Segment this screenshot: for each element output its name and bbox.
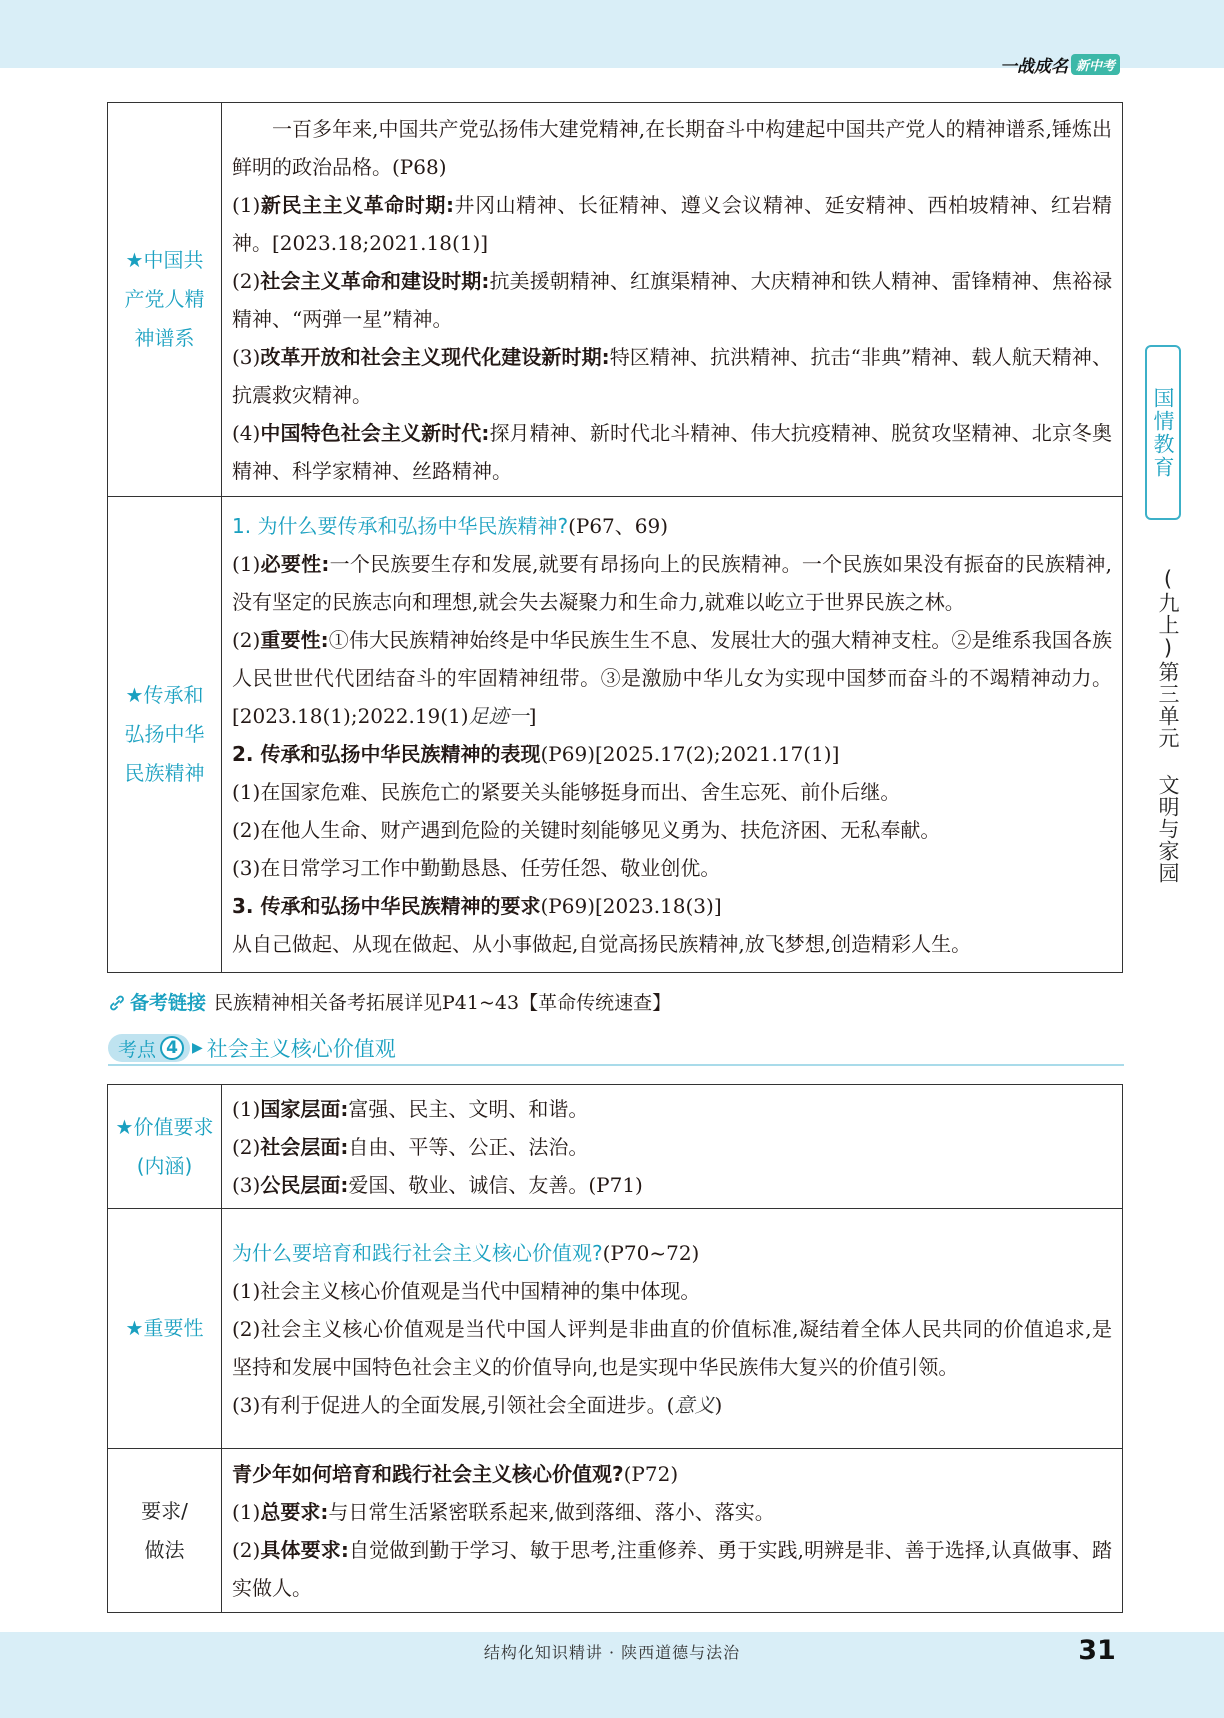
side-unit-title: (九上)第三单元 文明与家园 [1156, 566, 1180, 884]
question-line: 为什么要培育和践行社会主义核心价值观?(P70~72) [232, 1240, 700, 1265]
row-content [222, 1085, 1123, 1209]
list-item: (2)重要性:①伟大民族精神始终是中华民族生生不息、发展壮大的强大精神支柱。②是维系我国各族人民世世代代团结奋斗的牢固精神纽带。③是激励中华儿女为实现中国梦而奋斗的不竭精神动力。[2023.18(1);2022.19(1)足迹一] [232, 627, 1113, 728]
spirit-table [107, 102, 1123, 973]
row-content [222, 103, 1123, 497]
values-table [107, 1084, 1123, 1613]
section-title: 社会主义核心价值观 [206, 1037, 396, 1061]
arrow-icon: ▶ [192, 1040, 203, 1056]
list-item: (1)社会主义核心价值观是当代中国精神的集中体现。 [232, 1278, 701, 1303]
list-item: 从自己做起、从现在做起、从小事做起,自觉高扬民族精神,放飞梦想,创造精彩人生。 [232, 931, 972, 956]
table-row [108, 497, 1123, 973]
footer-text: 结构化知识精讲 · 陕西道德与法治 [483, 1643, 741, 1662]
table-row [108, 103, 1123, 497]
list-item: (1)在国家危难、民族危亡的紧要关头能够挺身而出、舍生忘死、前仆后继。 [232, 779, 901, 804]
kp-badge: 考点 4 [108, 1034, 190, 1062]
list-item: (1)新民主主义革命时期:井冈山精神、长征精神、遵义会议精神、延安精神、西柏坡精神、红岩精神。[2023.18;2021.18(1)] [232, 192, 1113, 255]
list-item: (2)具体要求:自觉做到勤于学习、敏于思考,注重修养、勇于实践,明辨是非、善于选择,认真做事、踏实做人。 [232, 1537, 1113, 1600]
intro-text: 一百多年来,中国共产党弘扬伟大建党精神,在长期奋斗中构建起中国共产党人的精神谱系,锤炼出鲜明的政治品格。(P68) [232, 116, 1112, 179]
section-header [108, 1032, 1124, 1066]
link-icon [108, 994, 126, 1012]
list-item: (1)总要求:与日常生活紧密联系起来,做到落细、落小、落实。 [232, 1499, 775, 1524]
link-label: 备考链接 [108, 988, 206, 1018]
list-item: (3)改革开放和社会主义现代化建设新时期:特区精神、抗洪精神、抗击“非典”精神、载人航天精神、抗震救灾精神。 [232, 344, 1112, 407]
list-item: (3)有利于促进人的全面发展,引领社会全面进步。(意义) [232, 1392, 723, 1417]
handwritten-note: 意义 [674, 1392, 715, 1417]
brand-tag: 新中考 [1071, 54, 1120, 75]
handwritten-note: 足迹一 [468, 703, 529, 728]
row-content [222, 1209, 1123, 1449]
row-content [222, 497, 1123, 973]
brand-logo [1000, 52, 1120, 76]
row-content [222, 1449, 1123, 1613]
row-label: ★重要性 [108, 1209, 222, 1449]
table-row [108, 1085, 1123, 1209]
row-label: ★传承和弘扬中华民族精神 [108, 497, 222, 973]
list-item: (1)必要性:一个民族要生存和发展,就要有昂扬向上的民族精神。一个民族如果没有振奋的民族精神,没有坚定的民族志向和理想,就会失去凝聚力和生命力,就难以屹立于世界民族之林。 [232, 551, 1113, 614]
list-item: (2)社会层面:自由、平等、公正、法治。 [232, 1134, 589, 1159]
study-link [108, 988, 1118, 1018]
list-item: (2)社会主义核心价值观是当代中国人评判是非曲直的价值标准,凝结着全体人民共同的价值追求,是坚持和发展中国特色社会主义的价值导向,也是实现中华民族伟大复兴的价值引领。 [232, 1316, 1112, 1379]
list-item: (3)在日常学习工作中勤勤恳恳、任劳任怨、敬业创优。 [232, 855, 721, 880]
row-label: ★价值要求 (内涵) [108, 1085, 222, 1209]
row-label: 要求/ 做法 [108, 1449, 222, 1613]
page-number: 31 [1078, 1634, 1116, 1666]
question-line: 青少年如何培育和践行社会主义核心价值观?(P72) [232, 1461, 679, 1486]
question-line: 1. 为什么要传承和弘扬中华民族精神?(P67、69) [232, 513, 669, 538]
list-item: (2)社会主义革命和建设时期:抗美援朝精神、红旗渠精神、大庆精神和铁人精神、雷锋精神、焦裕禄精神、“两弹一星”精神。 [232, 268, 1113, 331]
link-text: 民族精神相关备考拓展详见P41~43【革命传统速查】 [214, 992, 672, 1014]
side-tab: 国情教育 [1145, 345, 1181, 520]
table-row [108, 1209, 1123, 1449]
list-item: (4)中国特色社会主义新时代:探月精神、新时代北斗精神、伟大抗疫精神、脱贫攻坚精神、北京冬奥精神、科学家精神、丝路精神。 [232, 420, 1113, 483]
row-label: ★中国共产党人精神谱系 [108, 103, 222, 497]
question-line: 2. 传承和弘扬中华民族精神的表现(P69)[2025.17(2);2021.17(1)] [232, 741, 840, 766]
brand-main: 一战成名 [999, 56, 1068, 77]
list-item: (2)在他人生命、财产遇到危险的关键时刻能够见义勇为、扶危济困、无私奉献。 [232, 817, 941, 842]
list-item: (1)国家层面:富强、民主、文明、和谐。 [232, 1096, 589, 1121]
list-item: (3)公民层面:爱国、敬业、诚信、友善。(P71) [232, 1172, 643, 1197]
table-row [108, 1449, 1123, 1613]
question-line: 3. 传承和弘扬中华民族精神的要求(P69)[2023.18(3)] [232, 893, 722, 918]
kp-number: 4 [160, 1036, 184, 1060]
